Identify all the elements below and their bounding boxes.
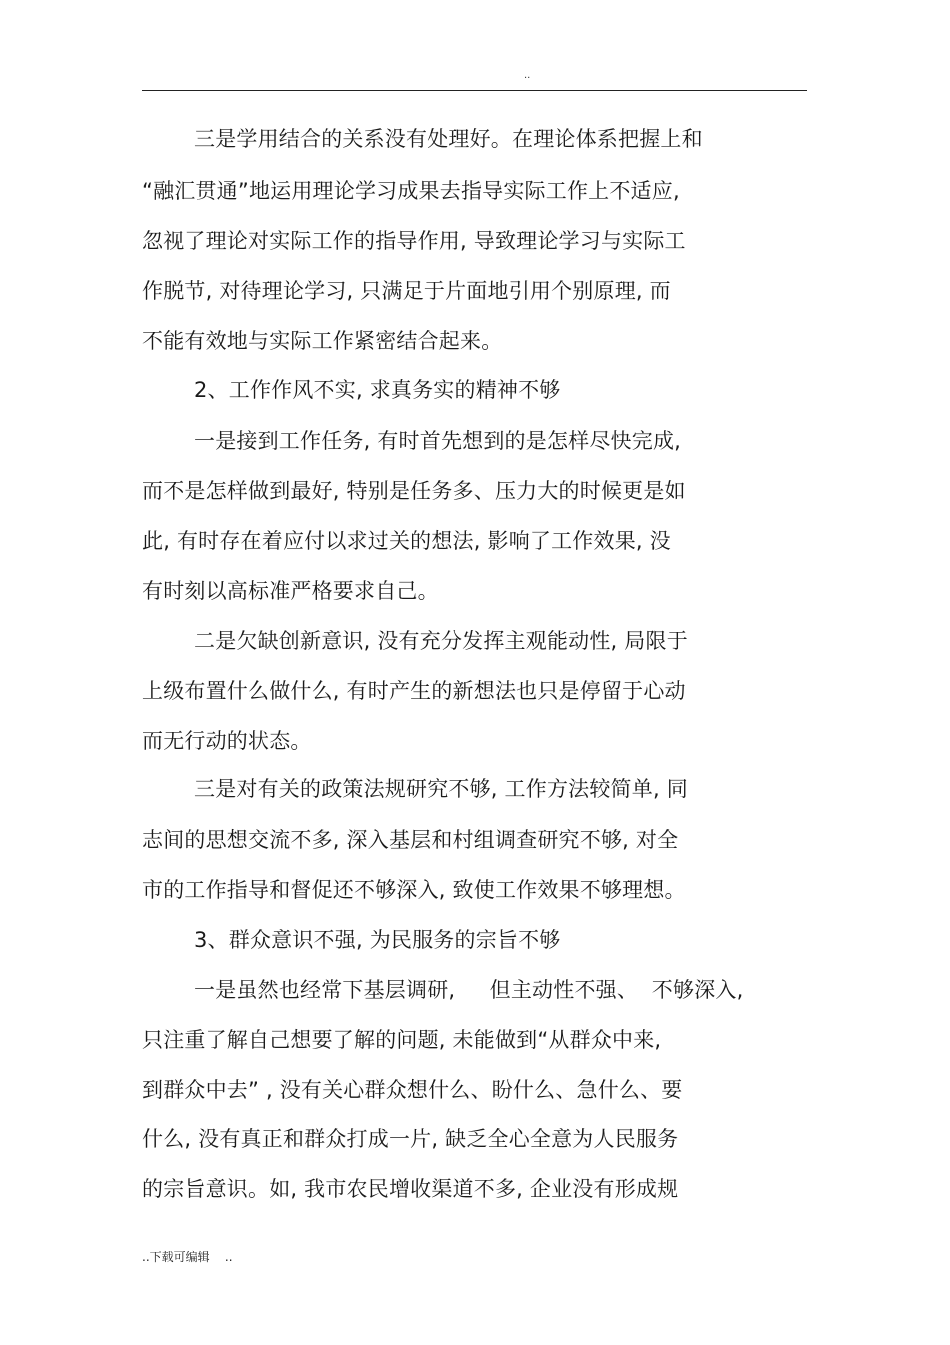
body-line: 一是接到工作任务, 有时首先想到的是怎样尽快完成, <box>194 429 682 453</box>
body-line: 不能有效地与实际工作紧密结合起来。 <box>142 329 503 353</box>
body-line: 到群众中去” , 没有关心群众想什么、盼什么、急什么、要 <box>142 1078 683 1102</box>
body-line: 什么, 没有真正和群众打成一片, 缺乏全心全意为人民服务 <box>142 1127 679 1151</box>
body-line: 三是学用结合的关系没有处理好。在理论体系把握上和 <box>194 127 703 151</box>
body-line: 一是虽然也经常下基层调研, 但主动性不强、 不够深入, <box>194 978 744 1002</box>
page-header-mark: .. <box>524 70 531 81</box>
header-rule <box>142 90 807 91</box>
body-line: 上级布置什么做什么, 有时产生的新想法也只是停留于心动 <box>142 679 686 703</box>
body-line: 有时刻以高标准严格要求自己。 <box>142 579 439 603</box>
body-line: 二是欠缺创新意识, 没有充分发挥主观能动性, 局限于 <box>194 629 688 653</box>
section-heading: 2、工作作风不实, 求真务实的精神不够 <box>194 378 561 402</box>
body-line: 此, 有时存在着应付以求过关的想法, 影响了工作效果, 没 <box>142 529 671 553</box>
body-line: 作脱节, 对待理论学习, 只满足于片面地引用个别原理, 而 <box>142 279 671 303</box>
page-footer: ..下载可编辑 .. <box>142 1250 233 1264</box>
body-line: 而不是怎样做到最好, 特别是任务多、压力大的时候更是如 <box>142 479 686 503</box>
body-line: 只注重了解自己想要了解的问题, 未能做到“从群众中来, <box>142 1028 662 1052</box>
body-line: “融汇贯通”地运用理论学习成果去指导实际工作上不适应, <box>142 179 680 203</box>
body-line: 三是对有关的政策法规研究不够, 工作方法较简单, 同 <box>194 777 688 801</box>
body-line: 而无行动的状态。 <box>142 729 312 753</box>
section-heading: 3、群众意识不强, 为民服务的宗旨不够 <box>194 928 561 952</box>
body-line: 志间的思想交流不多, 深入基层和村组调查研究不够, 对全 <box>142 828 679 852</box>
body-line: 市的工作指导和督促还不够深入, 致使工作效果不够理想。 <box>142 878 686 902</box>
body-line: 忽视了理论对实际工作的指导作用, 导致理论学习与实际工 <box>142 229 686 253</box>
body-line: 的宗旨意识。如, 我市农民增收渠道不多, 企业没有形成规 <box>142 1177 679 1201</box>
